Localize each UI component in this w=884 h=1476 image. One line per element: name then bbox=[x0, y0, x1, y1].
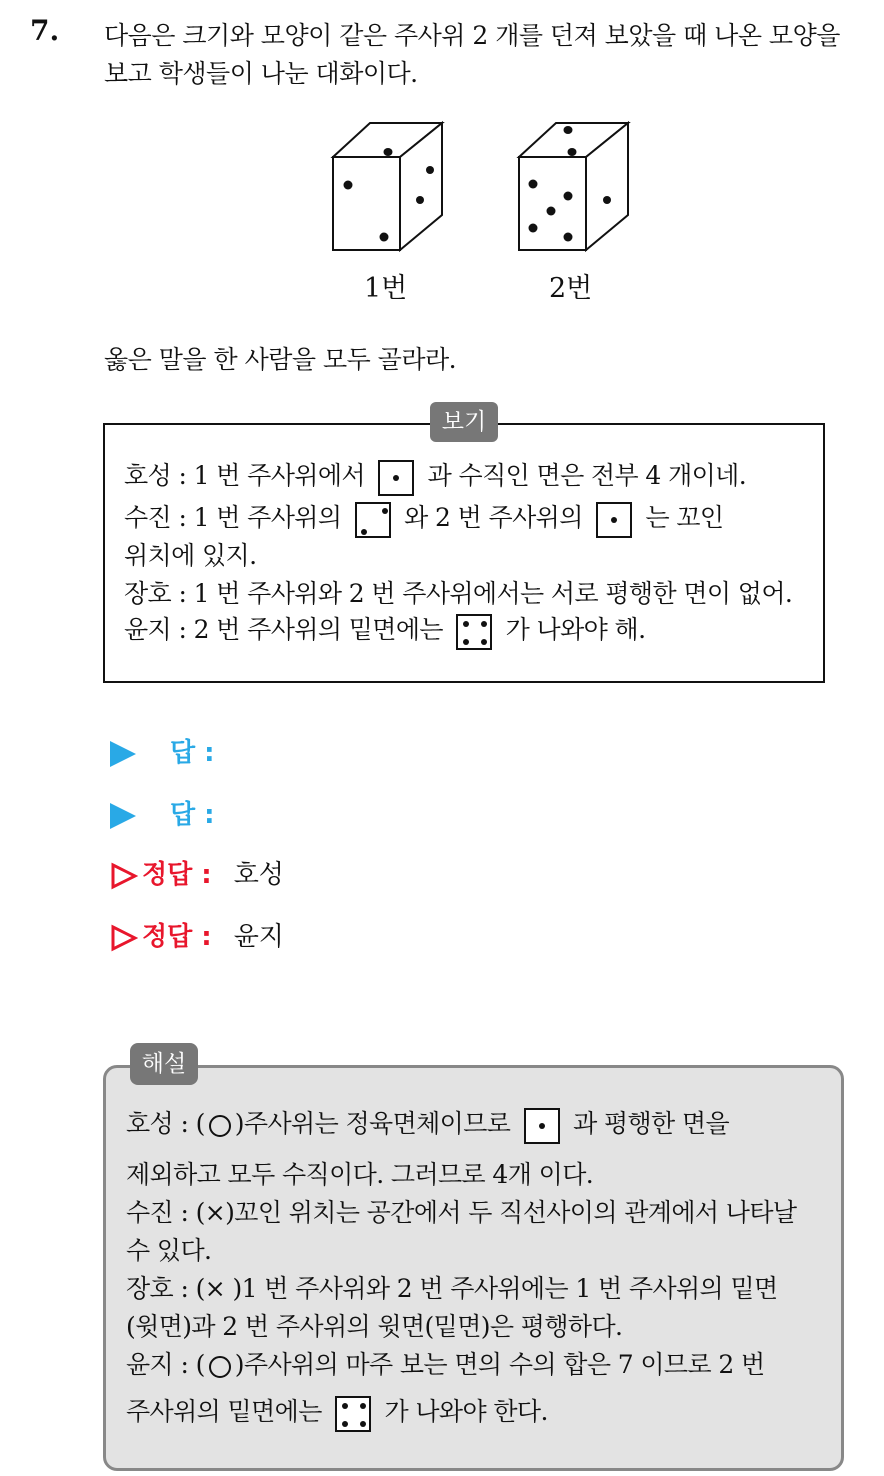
red-outline-triangle-icon bbox=[110, 862, 138, 890]
explanation-line-8: 주사위의 밑면에는 가 나와야 한다. bbox=[126, 1392, 548, 1432]
question-number: 7. bbox=[30, 14, 60, 47]
correct-answer-row-2 bbox=[110, 916, 284, 953]
blue-triangle-icon bbox=[110, 803, 136, 829]
explanation-line-6: (윗면)과 2 번 주사위의 윗면(밑면)은 평행하다. bbox=[126, 1312, 623, 1341]
explanation-title: 해설 bbox=[130, 1043, 198, 1085]
die-face-one-icon bbox=[524, 1108, 560, 1144]
explanation-line-7: 윤지 : ( )주사위의 마주 보는 면의 수의 합은 7 이므로 2 번 bbox=[126, 1350, 765, 1379]
die-1-label: 1번 bbox=[364, 273, 408, 304]
circle-mark-icon bbox=[209, 1356, 231, 1378]
blue-triangle-icon bbox=[110, 741, 136, 767]
bogi-title: 보기 bbox=[430, 402, 498, 442]
die-2 bbox=[519, 123, 628, 250]
bogi-line-sujin: 수진 : 1 번 주사위의 와 2 번 주사위의 는 꼬인 bbox=[124, 498, 723, 538]
answer-label: 답 : bbox=[170, 800, 215, 830]
die-face-one-icon bbox=[378, 460, 414, 496]
explanation-line-4: 수 있다. bbox=[126, 1236, 212, 1265]
die-face-four-icon bbox=[335, 1396, 371, 1432]
bogi-line-hoseong: 호성 : 1 번 주사위에서 과 수직인 면은 전부 4 개이네. bbox=[124, 456, 746, 496]
answer-row-1 bbox=[110, 732, 215, 769]
explanation-line-5: 장호 : (× )1 번 주사위와 2 번 주사위에는 1 번 주사위의 밑면 bbox=[126, 1274, 778, 1303]
die-1 bbox=[333, 123, 442, 250]
correct-answer-value: 윤지 bbox=[233, 922, 284, 952]
bogi-line-sujin-cont: 위치에 있지. bbox=[124, 541, 257, 570]
correct-answer-label: 정답 : bbox=[142, 860, 212, 890]
instruction: 옳은 말을 한 사람을 모두 골라라. bbox=[104, 345, 457, 374]
question-text-line1: 다음은 크기와 모양이 같은 주사위 2 개를 던져 보았을 때 나온 모양을 bbox=[104, 21, 840, 50]
correct-answer-row-1 bbox=[110, 854, 284, 891]
die-2-label: 2번 bbox=[549, 273, 593, 304]
die-face-four-icon bbox=[456, 614, 492, 650]
question-text-line2: 보고 학생들이 나눈 대화이다. bbox=[104, 59, 418, 88]
circle-mark-icon bbox=[209, 1115, 231, 1137]
explanation-line-2: 제외하고 모두 수직이다. 그러므로 4개 이다. bbox=[126, 1160, 594, 1189]
answer-label: 답 : bbox=[170, 738, 215, 768]
red-outline-triangle-icon bbox=[110, 924, 138, 952]
die-face-one-icon bbox=[596, 502, 632, 538]
answer-row-2 bbox=[110, 794, 215, 831]
correct-answer-value: 호성 bbox=[233, 860, 284, 890]
correct-answer-label: 정답 : bbox=[142, 922, 212, 952]
bogi-line-jangho: 장호 : 1 번 주사위와 2 번 주사위에서는 서로 평행한 면이 없어. bbox=[124, 579, 793, 608]
bogi-line-yunji: 윤지 : 2 번 주사위의 밑면에는 가 나와야 해. bbox=[124, 610, 645, 650]
explanation-line-1: 호성 : ( )주사위는 정육면체이므로 과 평행한 면을 bbox=[126, 1104, 729, 1144]
die-face-two-icon bbox=[355, 502, 391, 538]
explanation-line-3: 수진 : (×)꼬인 위치는 공간에서 두 직선사이의 관계에서 나타날 bbox=[126, 1198, 797, 1227]
dice-illustration bbox=[320, 115, 640, 255]
